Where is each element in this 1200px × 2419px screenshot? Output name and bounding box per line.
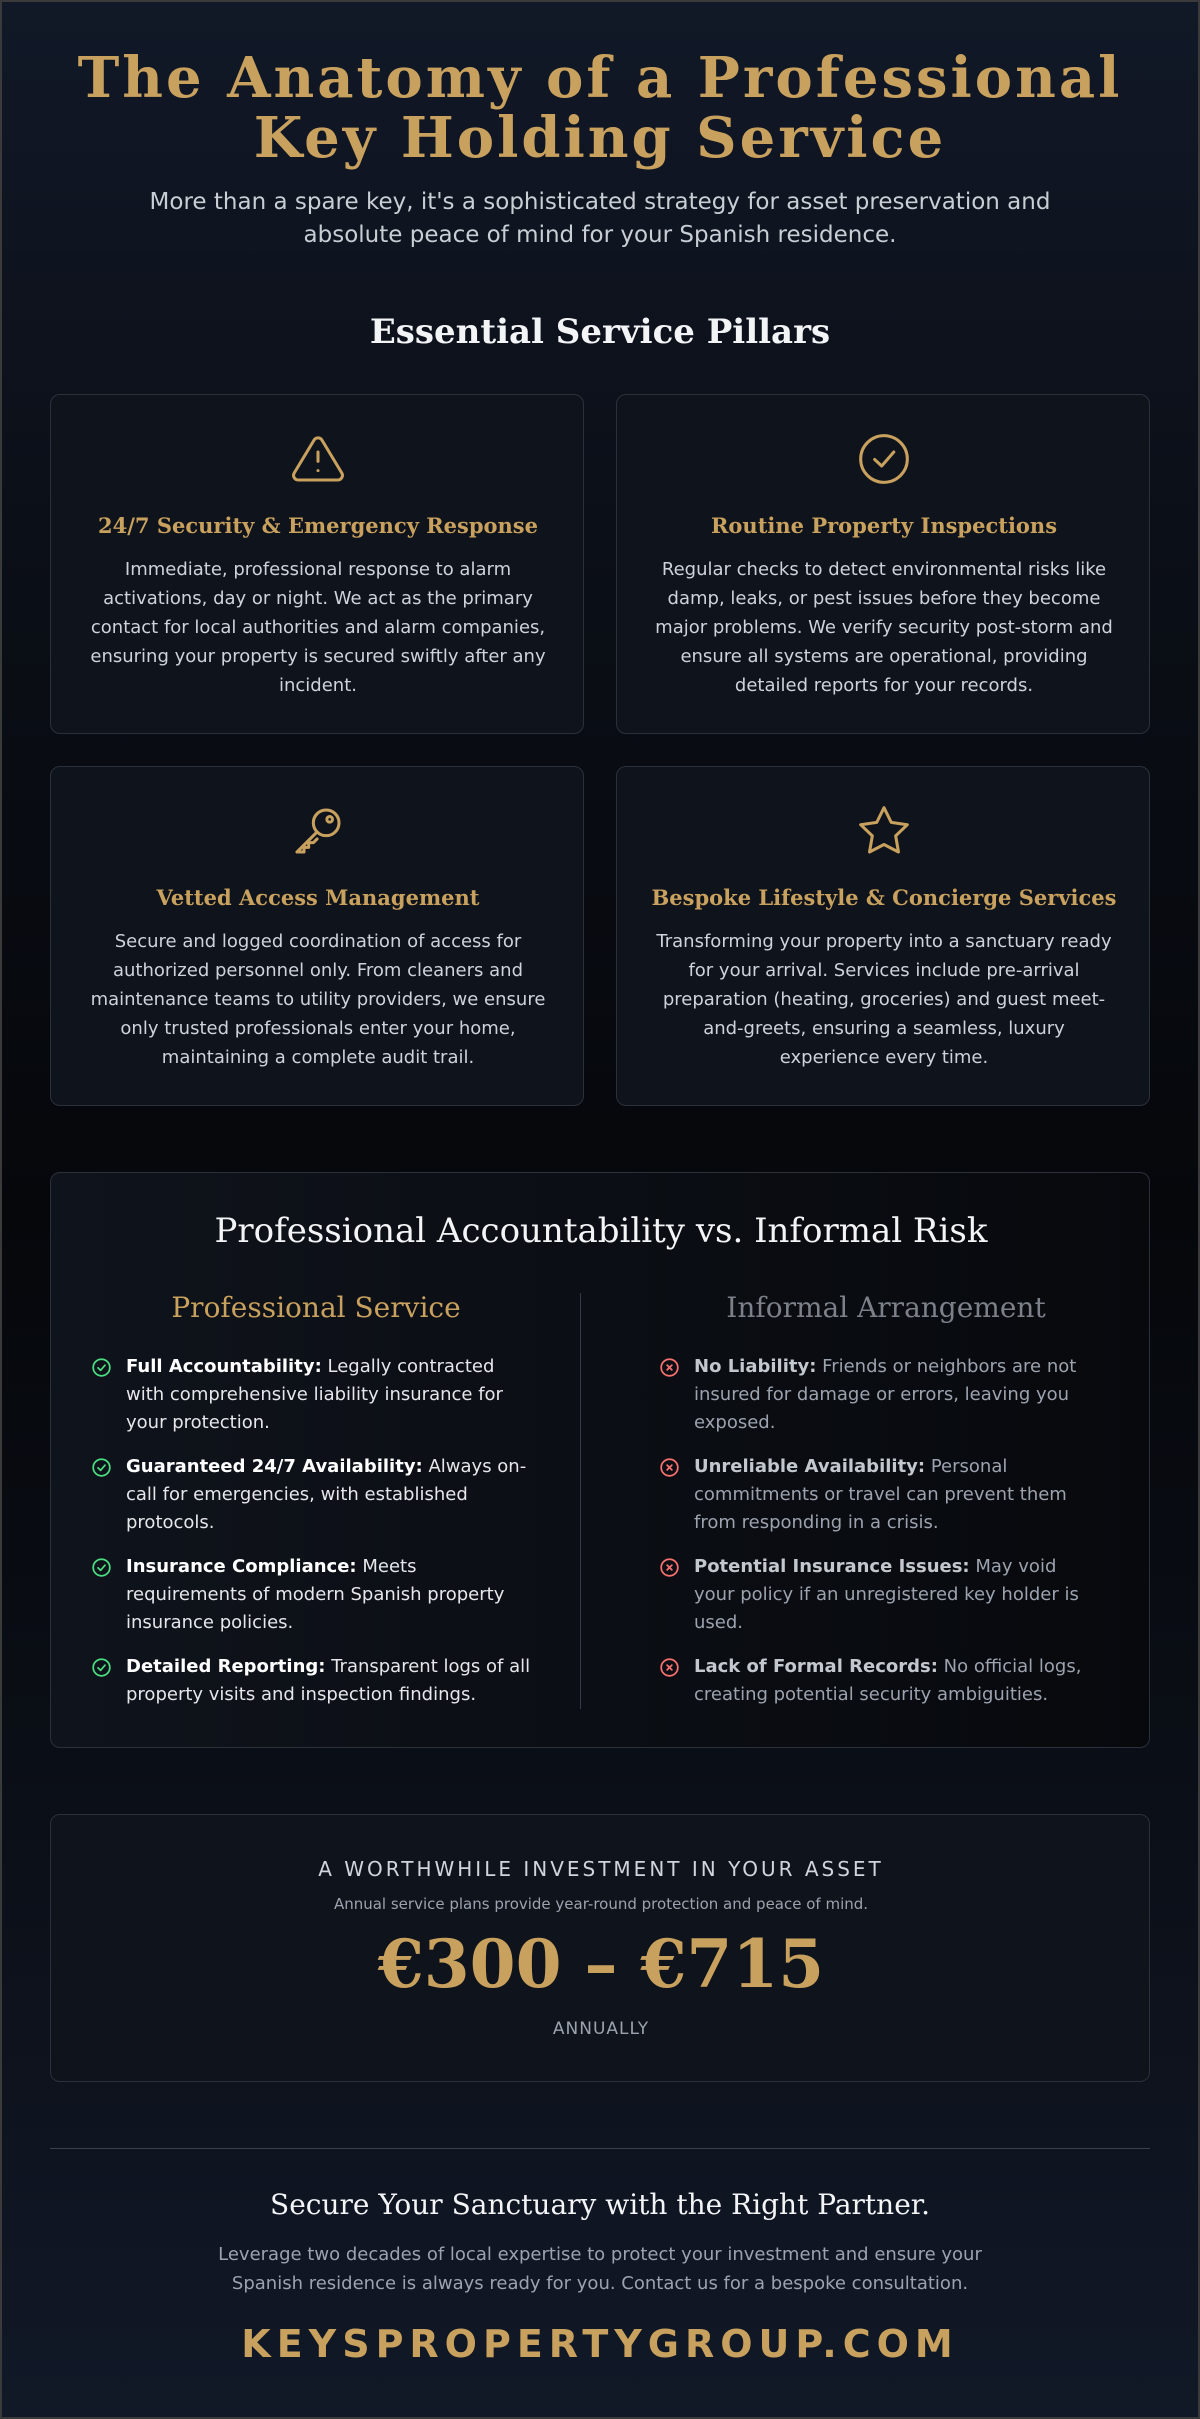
investment-title: A WORTHWHILE INVESTMENT IN YOUR ASSET	[318, 1857, 884, 1881]
item-text: May void your policy if an unregistered key holder is used.	[694, 1556, 1079, 1633]
investment-subtitle: Annual service plans provide year-round protection and peace of mind.	[333, 1895, 869, 1913]
comparison-title: Professional Accountability vs. Informal Risk	[214, 1211, 988, 1251]
pillar-card-inspections	[616, 394, 1150, 734]
item-label: Detailed Reporting:	[126, 1656, 326, 1677]
pillars-title: Essential Service Pillars	[369, 312, 831, 352]
item-text: No official logs, creating potential security ambiguities.	[694, 1656, 1082, 1705]
list-item	[659, 1353, 1099, 1437]
list-item	[659, 1553, 1099, 1637]
professional-list	[91, 1353, 531, 1725]
item-text: Legally contracted with comprehensive liability insurance for your protection.	[126, 1356, 503, 1433]
list-item	[91, 1553, 531, 1637]
check-circle-icon	[856, 431, 912, 487]
x-circle-icon	[659, 1557, 680, 1578]
item-text: Meets requirements of modern Spanish property insurance policies.	[126, 1556, 505, 1633]
pillar-card-concierge	[616, 766, 1150, 1106]
informal-column-title: Informal Arrangement	[726, 1291, 1046, 1324]
item-label: Lack of Formal Records:	[694, 1656, 938, 1677]
list-item	[659, 1653, 1099, 1709]
footer-divider	[50, 2148, 1150, 2149]
pillar-text: Immediate, professional response to alarm activations, day or night. We act as the primary contact for local authorities and alarm companies, ensuring your property is secured swiftly after any incident.	[90, 559, 546, 696]
list-item	[91, 1453, 531, 1537]
hero-title: The Anatomy of a Professional Key Holding Service	[77, 45, 1123, 171]
list-item	[91, 1653, 531, 1709]
x-circle-icon	[659, 1357, 680, 1378]
item-label: Full Accountability:	[126, 1356, 322, 1377]
item-label: Potential Insurance Issues:	[694, 1556, 970, 1577]
professional-column-title: Professional Service	[171, 1291, 461, 1324]
item-label: No Liability:	[694, 1356, 817, 1377]
pillar-title: 24/7 Security & Emergency Response	[98, 513, 538, 538]
pillar-text: Regular checks to detect environmental risks like damp, leaks, or pest issues before they become major problems. We verify security post-storm and ensure all systems are operational, providing detailed reports for your records.	[655, 559, 1113, 696]
item-text: Always on-call for emergencies, with established protocols.	[126, 1456, 527, 1533]
item-text: Friends or neighbors are not insured for damage or errors, leaving you exposed.	[694, 1356, 1077, 1433]
price-period: ANNUALLY	[552, 2019, 650, 2039]
check-circle-icon	[91, 1557, 112, 1578]
list-item	[659, 1453, 1099, 1537]
website-link[interactable]: KEYSPROPERTYGROUP.COM	[241, 2322, 959, 2366]
warning-icon	[290, 431, 346, 487]
pillar-text: Transforming your property into a sanctuary ready for your arrival. Services include pre-arrival preparation (heating, groceries) and guest meet-and-greets, ensuring a seamless, luxury experience every time.	[656, 931, 1112, 1068]
list-item	[91, 1353, 531, 1437]
pillar-card-access	[50, 766, 584, 1106]
item-label: Guaranteed 24/7 Availability:	[126, 1456, 423, 1477]
pillar-title: Vetted Access Management	[156, 885, 480, 910]
item-text: Personal commitments or travel can prevent them from responding in a crisis.	[694, 1456, 1067, 1533]
investment-panel	[50, 1814, 1150, 2082]
key-icon	[290, 803, 346, 859]
informal-list	[659, 1353, 1099, 1725]
pillar-card-security	[50, 394, 584, 734]
star-icon	[856, 803, 912, 859]
comparison-panel	[50, 1172, 1150, 1748]
check-circle-icon	[91, 1657, 112, 1678]
hero-subtitle: More than a spare key, it's a sophisticated strategy for asset preservation and absolute peace of mind for your Spanish residence.	[149, 189, 1051, 248]
cta-title: Secure Your Sanctuary with the Right Partner.	[270, 2188, 930, 2221]
pillar-text: Secure and logged coordination of access for authorized personnel only. From cleaners and maintenance teams to utility providers, we ensure only trusted professionals enter your home, maintaining a complete audit trail.	[90, 931, 546, 1068]
pillar-title: Routine Property Inspections	[710, 513, 1058, 538]
pillar-title: Bespoke Lifestyle & Concierge Services	[651, 885, 1117, 910]
column-divider	[580, 1293, 581, 1709]
check-circle-icon	[91, 1357, 112, 1378]
item-label: Insurance Compliance:	[126, 1556, 357, 1577]
price-range: €300 – €715	[377, 1925, 825, 2003]
cta-text: Leverage two decades of local expertise to protect your investment and ensure your Spanish residence is always ready for you. Contact us for a bespoke consultation.	[218, 2244, 982, 2294]
x-circle-icon	[659, 1457, 680, 1478]
x-circle-icon	[659, 1657, 680, 1678]
check-circle-icon	[91, 1457, 112, 1478]
item-label: Unreliable Availability:	[694, 1456, 926, 1477]
item-text: Transparent logs of all property visits and inspection findings.	[126, 1656, 531, 1705]
